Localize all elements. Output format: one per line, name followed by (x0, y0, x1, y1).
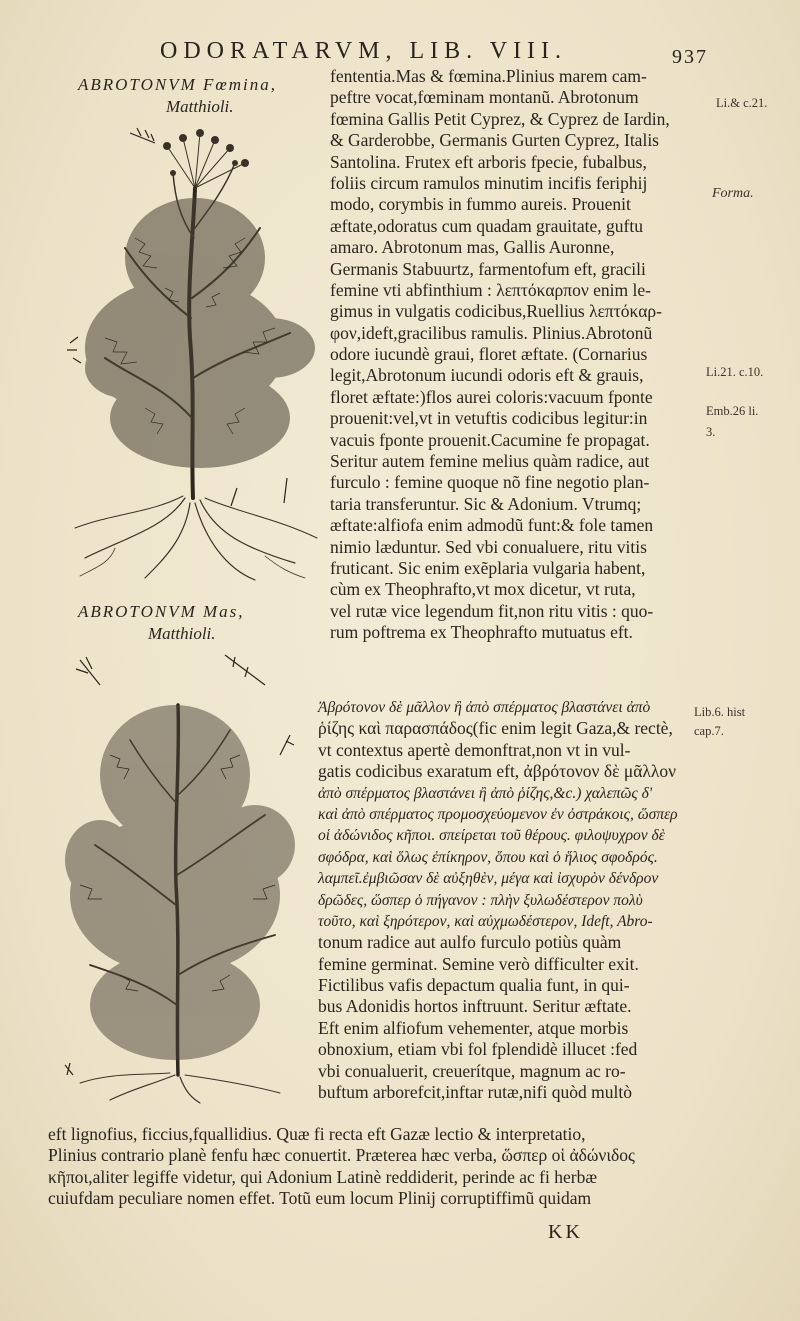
text-line: furculo : femine quoque nõ fine negotio plan- (330, 472, 650, 493)
text-line: amaro. Abrotonum mas, Gallis Auronne, (330, 237, 615, 258)
text-line: modo, corymbis in fummo aureis. Prouenit (330, 194, 631, 215)
plate-caption-female (78, 74, 277, 118)
text-line: κῆποι,aliter legiffe videtur, qui Adonium Latinè reddiderit, perinde ac fi herbæ (48, 1166, 598, 1187)
text-line: Eft enim alfiofum vehementer, atque morbis (318, 1017, 629, 1038)
plate-caption-author: Matthioli. (148, 624, 216, 643)
margin-note: Li.& c.21. (716, 96, 768, 110)
text-line: buftum arborefcit,inftar rutæ,nifi quòd multò (318, 1082, 632, 1103)
text-line: δρῶδες, ὥσπερ ὁ πήγανον : πλὴν ξυλωδέστερον πολὺ (318, 891, 643, 909)
text-line: femine germinat. Semine verò difficulter exit. (318, 953, 639, 974)
text-line: vt contextus apertè demonftrat,non vt in vul- (318, 739, 631, 760)
text-line: καὶ ἀπὸ σπέρματος προμοσχεύομενον ἐν ὀστράκοις, ὥσπερ (318, 805, 678, 823)
text-line: fententia.Mas & fœmina.Plinius marem cam- (330, 66, 647, 86)
text-line: Santolina. Frutex eft arboris fpecie, fubalbus, (330, 151, 647, 172)
text-line: vacuis fponte prouenit.Cacumine fe propagat. (330, 429, 650, 450)
text-line: odore iucundè graui, floret æftate. (Cornarius (330, 344, 648, 365)
text-line: eft lignofius, ficcius,fquallidius. Quæ fi recta eft Gazæ lectio & interpretatio, (48, 1124, 586, 1144)
text-line: οἱ ἀδώνιδος κῆποι. σπείρεται τοῦ θέρους. φιλοψυχρον δὲ (318, 827, 665, 845)
running-title: ODORATARVM, LIB. VIII. (160, 38, 568, 64)
text-line: femine vti abfinthium : λεπτόκαρπον enim le- (330, 279, 651, 300)
text-line: rum poftrema ex Theophrafto mutuatus eft. (330, 622, 633, 643)
text-line: taria transferuntur. Sic & Adonium. Vtrumq; (330, 493, 642, 514)
text-line: Ἀβρότονον δὲ μᾶλλον ἢ ἀπὸ σπέρματος βλαστάνει ἀπὸ (318, 699, 651, 716)
plate-caption-title: ABROTONVM Fœmina, (78, 75, 277, 94)
text-line: cùm ex Theophrafto,vt mox dicetur, vt ruta, (330, 579, 636, 600)
text-line: fruticant. Sic enim exẽplaria vulgaria habent, (330, 557, 646, 578)
text-line: fœmina Gallis Petit Cyprez, & Cyprez de Iardin, (330, 108, 670, 129)
text-line: Fictilibus vafis depactum qualia funt, in qui- (318, 975, 630, 996)
text-line: nimio læduntur. Sed vbi conualuere, ritu vitis (330, 536, 647, 557)
text-line: obnoxium, etiam vbi fol fplendidè illucet :fed (318, 1039, 638, 1060)
text-line: floret æftate:)flos aurei coloris:vacuum fponte (330, 386, 653, 407)
abrotonum-male-illustration (50, 645, 318, 1105)
text-line: vel rutæ vice legendum fit,non ritu vitis : quo- (330, 600, 654, 621)
text-line: peftre vocat,fœminam montanũ. Abrotonum (330, 87, 639, 108)
text-line: & Garderobbe, Germanis Gurten Cyprez, Italis (330, 130, 659, 151)
margin-note: Lib.6. hist (694, 705, 746, 719)
text-line: æftate,odoratus cum quadam grauitate, guftu (330, 215, 643, 236)
text-line: vbi conualuerit, creuerítque, magnum ac ro- (318, 1060, 626, 1081)
text-line: gatis codicibus exaratum eft, ἀβρότονον δὲ μᾶλλον (318, 761, 676, 782)
running-header (160, 38, 720, 68)
plate-caption-title: ABROTONVM Mas, (78, 602, 245, 621)
text-line: Seritur autem femine melius quàm radice, aut (330, 451, 650, 472)
text-line: prouenit:vel,vt in vetuftis codicibus legitur:in (330, 408, 648, 429)
text-line: τοῦτο, καὶ ξηρότερον, καὶ αὐχμωδέστερον, Ideft, Abro- (318, 912, 653, 930)
text-line: φον,ideft,gracilibus ramulis. Plinius.Abrotonũ (330, 322, 653, 343)
text-column-lower (318, 697, 710, 1103)
text-line: ῥίζης καὶ παρασπάδος(fic enim legit Gaza,& rectè, (318, 718, 673, 739)
text-column-upper (330, 66, 710, 644)
text-line: æftate:alfiofa enim admodũ funt:& fole tamen (330, 515, 654, 536)
plate-caption-male (78, 601, 245, 645)
text-line: cuiufdam peculiare nomen effet. Totũ eum locum Plinij corruptiffimũ quidam (48, 1188, 592, 1209)
abrotonum-female-illustration (55, 118, 330, 588)
margin-note: 3. (706, 425, 716, 439)
text-line: ἀπὸ σπέρματος βλαστάνει ἢ ἀπὸ ῥίζης,&c.) χαλεπῶς δ' (318, 784, 653, 802)
text-line: gimus in vulgatis codicibus,Ruellius λεπτόκαρ- (330, 301, 662, 322)
margin-note: Emb.26 li. (706, 404, 759, 418)
text-line: λαμπεῖ.ἐμβιῶσαν δὲ αὐξηθὲν, μέγα καὶ ἰσχυρὸν δένδρον (318, 870, 659, 888)
text-line: foliis circum ramulos minutim incifis feriphij (330, 172, 648, 193)
page-number: 937 (672, 46, 708, 68)
text-line: bus Adonidis hortos inftruunt. Seritur æftate. (318, 996, 632, 1017)
text-line: tonum radice aut aulfo furculo potiùs quàm (318, 932, 622, 953)
text-line: Germanis Stabuurtz, farmentofum eft, gracili (330, 258, 646, 279)
signature-mark: KK (548, 1221, 583, 1243)
margin-note: Li.21. c.10. (706, 365, 764, 379)
text-line: legit,Abrotonum iucundi odoris eft & grauis, (330, 365, 644, 386)
margin-note: Forma. (712, 186, 754, 201)
text-line: σφόδρα, καὶ ὅλως ἐπίκηρον, ὅπου καὶ ὁ ἥλιος σφοδρός. (318, 848, 658, 866)
text-line: Plinius contrario planè fenfu hæc conuertit. Præterea hæc verba, ὥσπερ οἱ ἀδώνιδος (48, 1145, 635, 1166)
margin-note: cap.7. (694, 724, 724, 738)
text-block-bottom (48, 1124, 708, 1210)
plate-caption-author: Matthioli. (166, 97, 234, 116)
